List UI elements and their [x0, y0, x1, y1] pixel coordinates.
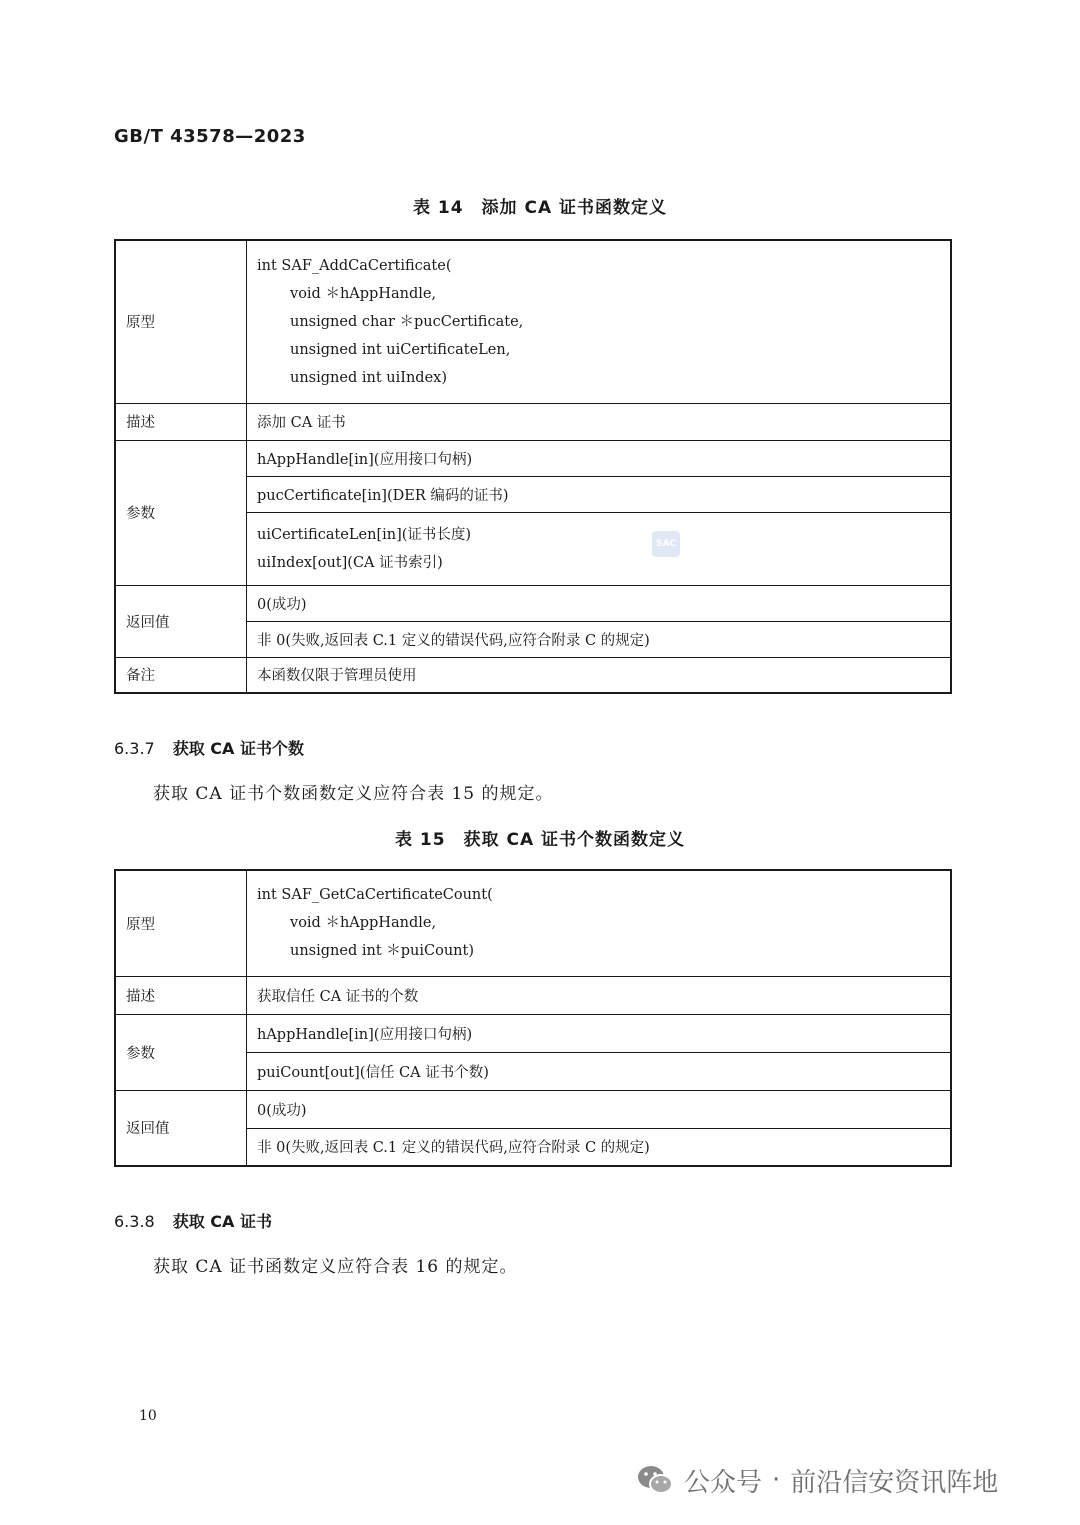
description-label: 描述 — [115, 976, 247, 1014]
table-row — [115, 870, 951, 976]
watermark-separator: · — [772, 1465, 781, 1495]
table-row — [115, 1014, 951, 1052]
description-value: 添加 CA 证书 — [247, 403, 952, 440]
param-value: pucCertificate[in](DER 编码的证书) — [247, 476, 952, 512]
section-number: 6.3.8 — [114, 1212, 155, 1231]
code-line: int SAF_GetCaCertificateCount( — [257, 887, 493, 904]
return-label: 返回值 — [115, 585, 247, 657]
prototype-label: 原型 — [115, 240, 247, 403]
section-heading-6-3-8 — [114, 1209, 272, 1232]
description-label: 描述 — [115, 403, 247, 440]
section-paragraph: 获取 CA 证书个数函数定义应符合表 15 的规定。 — [153, 784, 554, 804]
page-number: 10 — [139, 1408, 157, 1424]
param-value-group — [247, 512, 952, 585]
code-line: void ＊hAppHandle, — [290, 915, 437, 932]
table-row — [115, 585, 951, 621]
wechat-watermark — [636, 1460, 998, 1500]
note-label: 备注 — [115, 657, 247, 693]
watermark-prefix: 公众号 — [684, 1467, 763, 1498]
table-15 — [114, 869, 952, 1167]
table-row — [115, 1090, 951, 1128]
param-value: hAppHandle[in](应用接口句柄) — [247, 1014, 952, 1052]
code-line: unsigned char ＊pucCertificate, — [290, 313, 524, 330]
table-14 — [114, 239, 952, 694]
code-line: void ＊hAppHandle, — [290, 285, 437, 302]
document-code: GB/T 43578—2023 — [114, 126, 306, 147]
param-value: hAppHandle[in](应用接口句柄) — [247, 440, 952, 476]
param-value: uiCertificateLen[in](证书长度) — [257, 526, 472, 543]
prototype-code — [247, 240, 952, 403]
param-value: puiCount[out](信任 CA 证书个数) — [247, 1052, 952, 1090]
description-value: 获取信任 CA 证书的个数 — [247, 976, 952, 1014]
section-title: 获取 CA 证书个数 — [172, 739, 304, 758]
prototype-label: 原型 — [115, 870, 247, 976]
return-value: 0(成功) — [247, 1090, 952, 1128]
return-value: 非 0(失败,返回表 C.1 定义的错误代码,应符合附录 C 的规定) — [247, 621, 952, 657]
return-label: 返回值 — [115, 1090, 247, 1166]
section-number: 6.3.7 — [114, 739, 155, 758]
table-row — [115, 403, 951, 440]
section-heading-6-3-7 — [114, 736, 304, 759]
code-line: unsigned int uiIndex) — [290, 369, 448, 386]
params-label: 参数 — [115, 1014, 247, 1090]
return-value: 0(成功) — [247, 585, 952, 621]
table-14-caption: 表 14 添加 CA 证书函数定义 — [412, 198, 668, 218]
return-value: 非 0(失败,返回表 C.1 定义的错误代码,应符合附录 C 的规定) — [247, 1128, 952, 1166]
code-line: int SAF_AddCaCertificate( — [257, 257, 452, 274]
table-15-caption: 表 15 获取 CA 证书个数函数定义 — [394, 830, 686, 850]
table-row — [115, 440, 951, 476]
section-title: 获取 CA 证书 — [172, 1212, 272, 1231]
watermark-name: 前沿信安资讯阵地 — [790, 1467, 999, 1498]
table-row — [115, 240, 951, 403]
prototype-code — [247, 870, 952, 976]
table-row — [115, 657, 951, 693]
params-label: 参数 — [115, 440, 247, 585]
table-row — [115, 976, 951, 1014]
code-line: unsigned int uiCertificateLen, — [290, 341, 511, 358]
section-paragraph: 获取 CA 证书函数定义应符合表 16 的规定。 — [153, 1257, 518, 1277]
code-line: unsigned int ＊puiCount) — [290, 943, 475, 960]
param-value: uiIndex[out](CA 证书索引) — [257, 554, 443, 571]
note-value: 本函数仅限于管理员使用 — [247, 657, 952, 693]
wechat-icon — [636, 1463, 674, 1497]
sac-stamp-icon: SAC — [652, 531, 680, 557]
